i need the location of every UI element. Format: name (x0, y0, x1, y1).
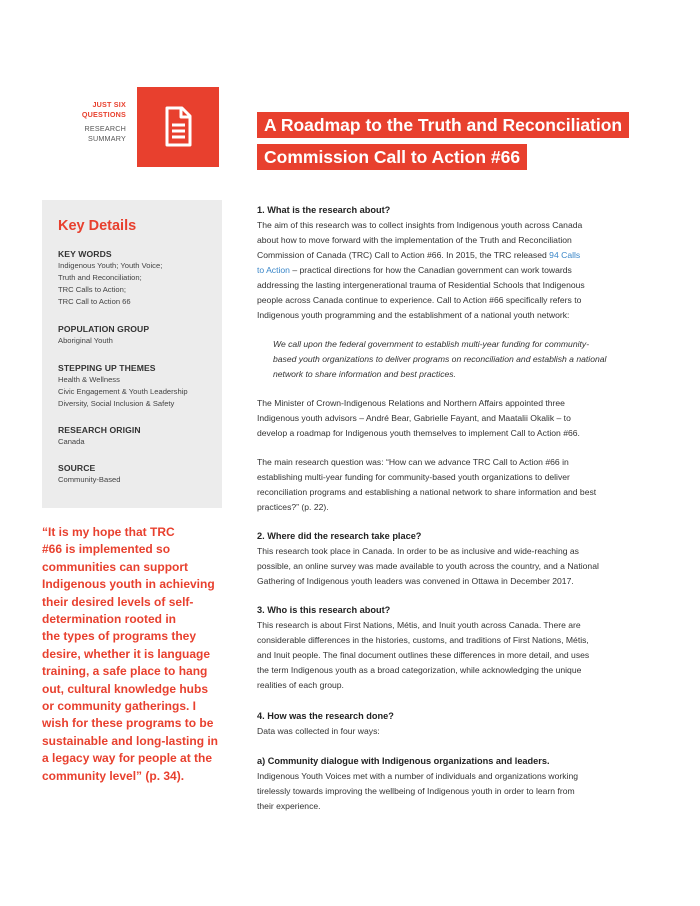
source-heading: SOURCE (58, 463, 96, 473)
quote-line: determination rooted in (42, 612, 177, 627)
calls-to-action-link-cont[interactable]: to Action (257, 265, 290, 275)
population-value: Aboriginal Youth (58, 336, 113, 345)
pull-quote (42, 524, 230, 785)
paragraph-line: The Minister of Crown-Indigenous Relations and Northern Affairs appointed three (257, 398, 565, 408)
quote-line: “It is my hope that TRC (42, 525, 175, 539)
paragraph-line: possible, an online survey was made available to youth across the country, and a National (257, 561, 599, 571)
quote-line: out, cultural knowledge hubs (42, 681, 209, 696)
paragraph-text: Commission of Canada (TRC) Call to Action #66. In 2015, the TRC released (257, 250, 550, 260)
quote-line: based youth organizations to deliver programs on reconciliation and establish a national (273, 354, 607, 364)
section-1-heading: 1. What is the research about? (257, 205, 391, 215)
paragraph-line: Indigenous Youth Voices met with a number of individuals and organizations working (257, 771, 579, 781)
section-3-paragraph (257, 618, 659, 693)
doc-type-line2: SUMMARY (87, 133, 126, 143)
section-1-paragraph-3 (257, 455, 659, 515)
themes-list (58, 374, 218, 410)
paragraph-line: develop a roadmap for Indigenous youth themselves to implement Call to Action #66. (257, 428, 580, 438)
quote-line: sustainable and long-lasting in (42, 733, 219, 748)
paragraph-line: addressing the lasting intergenerational trauma of Residential Schools that Indigenous (257, 280, 585, 290)
series-name-line1: JUST SIX (92, 100, 126, 109)
paragraph-line: practices?” (p. 22). (257, 502, 329, 512)
quote-line: training, a safe place to hang (42, 664, 208, 679)
paragraph-line: tirelessly towards improving the wellbeing of Indigenous youth in order to learn from (257, 786, 575, 796)
keyword-item: TRC Calls to Action; (58, 285, 126, 294)
themes-heading: STEPPING UP THEMES (58, 363, 156, 373)
keywords-heading: KEY WORDS (58, 249, 112, 259)
key-details-panel (42, 200, 222, 508)
quote-line: We call upon the federal government to establish multi-year funding for community- (273, 339, 590, 349)
keywords-list (58, 260, 218, 308)
quote-line: desire, whether it is language (42, 646, 211, 661)
population-heading: POPULATION GROUP (58, 324, 150, 334)
key-details-title: Key Details (58, 218, 137, 234)
paragraph-line (257, 248, 659, 263)
paragraph-text: – practical directions for how the Canadian government can work towards (289, 265, 572, 275)
origin-heading: RESEARCH ORIGIN (58, 425, 141, 435)
origin-value: Canada (58, 437, 85, 446)
section-4-heading: 4. How was the research done? (257, 711, 394, 721)
paragraph-line: realities of each group. (257, 680, 344, 690)
source-value: Community-Based (58, 475, 121, 484)
paragraph-line: The aim of this research was to collect insights from Indigenous youth across Canada (257, 220, 583, 230)
keyword-item: Truth and Reconciliation; (58, 273, 142, 282)
doc-type-line1: RESEARCH (84, 124, 126, 133)
quote-line: wish for these programs to be (42, 716, 214, 731)
section-3-heading: 3. Who is this research about? (257, 605, 391, 615)
paragraph-line: Indigenous youth advisors – André Bear, Gabrielle Fayant, and Maatalii Okalik – to (257, 413, 571, 423)
keyword-item: TRC Call to Action 66 (58, 297, 131, 306)
quote-line: community level” (p. 34). (42, 768, 185, 783)
page-title-line2: Commission Call to Action #66 (257, 144, 527, 170)
quote-line: the types of programs they (42, 629, 197, 644)
theme-item: Health & Wellness (58, 375, 120, 384)
calls-to-action-link[interactable]: 94 Calls (549, 250, 581, 260)
quote-line: their desired levels of self- (42, 594, 194, 609)
paragraph-line: Indigenous youth programming and the establishment of a national youth network: (257, 310, 570, 320)
document-icon (137, 87, 219, 167)
quote-line: a legacy way for people at the (42, 751, 213, 766)
paragraph-line: the term Indigenous youth as a broad categorization, while acknowledging the unique (257, 665, 582, 675)
section-4-intro: Data was collected in four ways: (257, 726, 380, 736)
paragraph-line: and Inuit people. The final document outlines these differences in more detail, and uses (257, 650, 590, 660)
paragraph-line: reconciliation programs and establishing a national network to share information and best (257, 487, 597, 497)
paragraph-line: This research is about First Nations, Métis, and Inuit youth across Canada. There are (257, 620, 581, 630)
keyword-item: Indigenous Youth; Youth Voice; (58, 261, 163, 270)
series-name-line2: QUESTIONS (81, 109, 126, 119)
paragraph-line (257, 263, 659, 278)
page-title-line1: A Roadmap to the Truth and Reconciliation (257, 112, 629, 138)
paragraph-line: about how to move forward with the implementation of the Truth and Reconciliation (257, 235, 572, 245)
quote-line: Indigenous youth in achieving (42, 577, 215, 592)
paragraph-line: Gathering of Indigenous youth leaders was convened in Ottawa in December 2017. (257, 576, 574, 586)
theme-item: Diversity, Social Inclusion & Safety (58, 399, 175, 408)
paragraph-line: establishing multi-year funding for community-based youth organizations to deliver (257, 472, 570, 482)
quote-line: communities can support (42, 559, 189, 574)
section-2-paragraph (257, 544, 659, 589)
paragraph-line: This research took place in Canada. In order to be as inclusive and wide-reaching as (257, 546, 579, 556)
paragraph-line: The main research question was: “How can we advance TRC Call to Action #66 in (257, 457, 569, 467)
quote-line: network to share information and best practices. (273, 369, 456, 379)
paragraph-line: considerable differences in the histories, customs, and traditions of First Nations, Métis, (257, 635, 589, 645)
section-1-paragraph-1 (257, 218, 659, 323)
series-label (70, 100, 126, 143)
paragraph-line: people across Canada continue to experience. Call to Action #66 specifically refers to (257, 295, 582, 305)
quote-line: #66 is implemented so (42, 542, 171, 557)
section-4a-paragraph (257, 769, 659, 814)
section-2-heading: 2. Where did the research take place? (257, 531, 422, 541)
section-4a-heading: a) Community dialogue with Indigenous organizations and leaders. (257, 756, 550, 766)
section-1-paragraph-2 (257, 396, 659, 441)
paragraph-line: their experience. (257, 801, 321, 811)
quote-line: or community gatherings. I (42, 699, 197, 714)
call-to-action-quote (273, 337, 653, 382)
theme-item: Civic Engagement & Youth Leadership (58, 387, 188, 396)
